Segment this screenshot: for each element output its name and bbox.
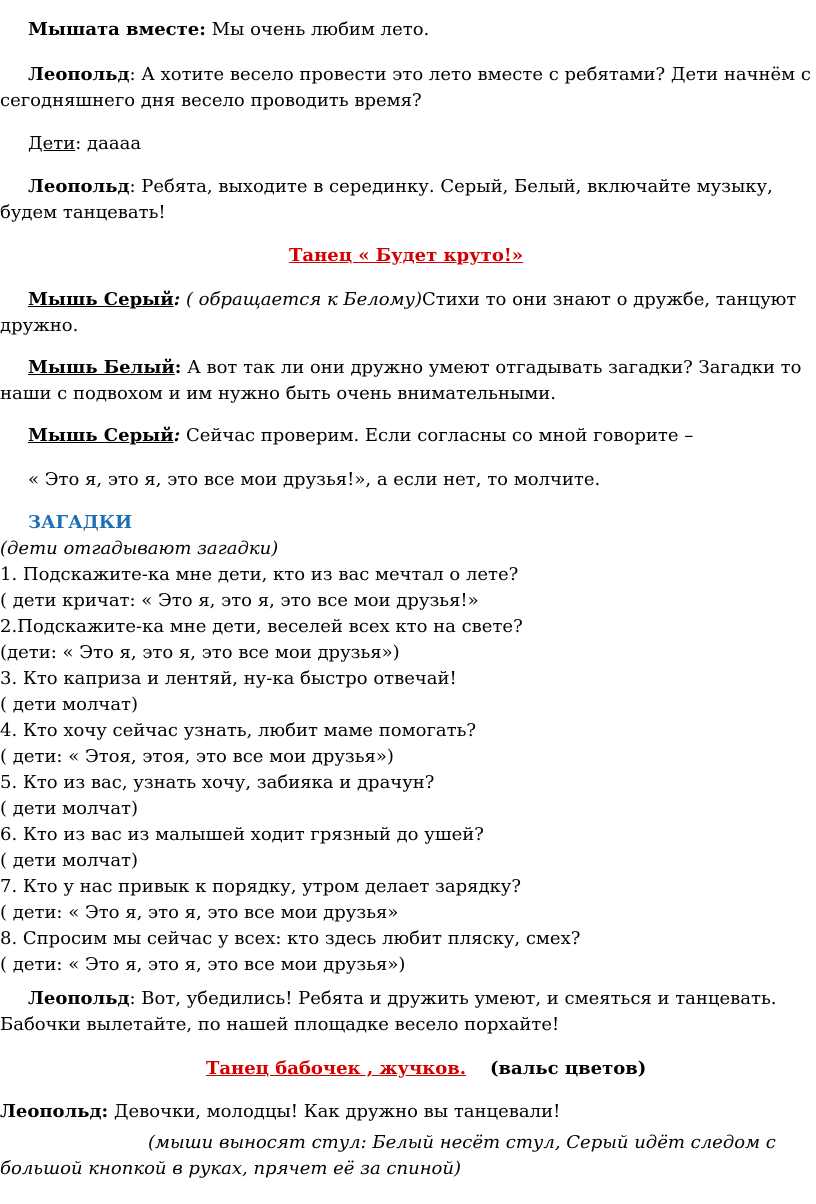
paragraph-leopold-4 [0,1099,812,1125]
line-text: « Это я, это я, это все мои друзья!», а если нет, то молчите. [28,469,601,490]
riddle-line: ( дети кричат: « Это я, это я, это все мои друзья!» [0,590,479,611]
speaker-label: Мышата вместе: [28,19,206,40]
riddle-line: (дети: « Это я, это я, это все мои друзья») [0,642,400,663]
speaker-label: Мышь Серый [28,289,174,310]
paragraph-mice-together [0,17,812,43]
riddle-line: 1. Подскажите-ка мне дети, кто из вас мечтал о лете? [0,564,519,585]
riddle-line: ( дети: « Это я, это я, это все мои друзья») [0,954,406,975]
speaker-label: Мышь Серый [28,425,174,446]
paragraph-rule [0,467,812,493]
stage-direction [0,1130,812,1182]
paragraph-white-mouse [0,355,812,407]
colon: : [174,357,182,378]
line-text: Мы очень любим лето. [205,19,430,40]
line-text: : Ребята, выходите в серединку. Серый, Белый, включайте музыку, будем танцевать! [0,176,773,223]
paragraph-leopold-3 [0,986,812,1038]
riddle-line: ( дети: « Этоя, этоя, это все мои друзья») [0,746,394,767]
paragraph-leopold-2 [0,174,812,226]
line-text: : А хотите весело провести это лето вместе с ребятами? Дети начнём с сегодняшнего дня весело проводить время? [0,64,811,111]
dance-title: Танец бабочек , жучков. [206,1058,467,1079]
riddle-line: 2.Подскажите-ка мне дети, веселей всех кто на свете? [0,616,523,637]
dance-heading-2 [206,1056,806,1082]
riddle-line: 4. Кто хочу сейчас узнать, любит маме помогать? [0,720,477,741]
line-text: Сейчас проверим. Если согласны со мной говорите – [180,425,694,446]
line-text: Девочки, молодцы! Как дружно вы танцевали! [108,1101,561,1122]
colon: : [173,289,181,310]
riddle-line: 3. Кто каприза и лентяй, ну-ка быстро отвечай! [0,668,457,689]
paragraph-leopold-1 [0,62,812,114]
riddle-line: ( дети молчат) [0,798,139,819]
speaker-label: Мышь Белый [28,357,175,378]
riddle-line: 6. Кто из вас из малышей ходит грязный до ушей? [0,824,484,845]
riddle-line: ( дети молчат) [0,850,139,871]
paragraph-grey-mouse-2 [0,423,812,449]
riddle-line: 7. Кто у нас привык к порядку, утром делает зарядку? [0,876,522,897]
stage-direction-text: (мыши выносят стул: Белый несёт стул, Серый идёт следом с большой кнопкой в руках, прячет её за спиной) [0,1132,776,1179]
stage-aside: ( обращается к Белому) [180,289,422,310]
paragraph-grey-mouse-1 [0,287,812,339]
line-text: : Вот, убедились! Ребята и дружить умеют, и смеяться и танцевать. Бабочки вылетайте, по нашей площадке весело порхайте! [0,988,777,1035]
speaker-label: Леопольд [28,176,130,197]
heading-text: ЗАГАДКИ [28,512,133,533]
dance-heading-1 [0,243,812,269]
speaker-label: Дети [28,133,76,154]
speaker-label: Леопольд [28,988,130,1009]
riddle-line: ( дети: « Это я, это я, это все мои друзья» [0,902,399,923]
line-text: : даааа [75,133,142,154]
line-text: А вот так ли они дружно умеют отгадывать загадки? Загадки то наши с подвохом и им нужно быть очень внимательными. [0,357,802,404]
dance-title: Танец « Будет круто!» [289,245,523,266]
riddle-line: ( дети молчат) [0,694,139,715]
riddles-heading [0,510,812,536]
speaker-label: Леопольд [28,64,130,85]
dance-note: (вальс цветов) [490,1058,647,1079]
speaker-label: Леопольд: [0,1101,109,1122]
paragraph-children [0,131,812,157]
riddle-line: 8. Спросим мы сейчас у всех: кто здесь любит пляску, смех? [0,928,581,949]
colon: : [173,425,181,446]
line-text: Стихи то они знают о дружбе, танцуют дружно. [0,289,797,336]
riddles-note: (дети отгадывают загадки) [0,538,279,559]
riddle-line: 5. Кто из вас, узнать хочу, забияка и драчун? [0,772,435,793]
riddles-block [0,536,812,978]
